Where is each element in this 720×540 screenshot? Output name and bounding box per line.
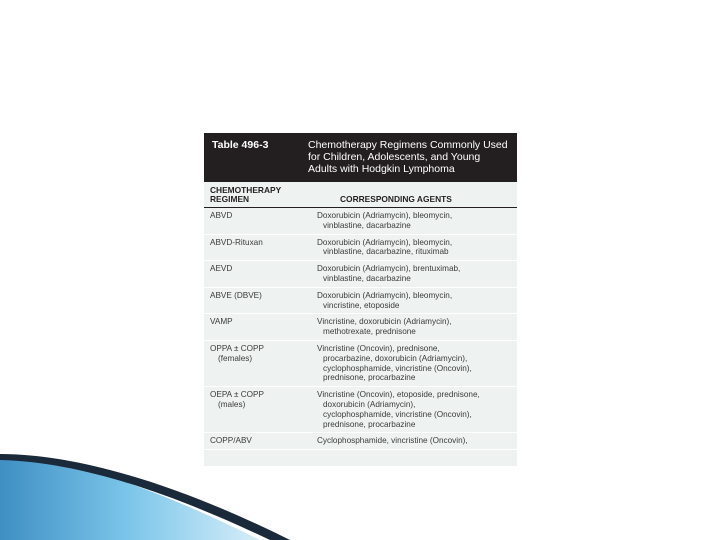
regimen-name: ABVE (DBVE) <box>210 290 262 300</box>
agents-cell <box>316 238 517 258</box>
agent-line: Doxorubicin (Adriamycin), brentuximab, <box>317 264 461 274</box>
agent-line: vincristine, etoposide <box>323 300 400 310</box>
regimen-cell <box>210 344 316 383</box>
table-number: Table 496-3 <box>212 139 269 151</box>
regimen-name: OEPA ± COPP <box>210 390 264 400</box>
agent-line: Vincristine (Oncovin), prednisone, <box>317 343 440 353</box>
header-regimen-line1: CHEMOTHERAPY <box>210 185 282 195</box>
agent-line: Doxorubicin (Adriamycin), bleomycin, <box>317 211 453 220</box>
agent-line: procarbazine, doxorubicin (Adriamycin), <box>323 353 468 363</box>
agents-cell <box>316 317 517 337</box>
table-row <box>204 433 517 450</box>
table-row <box>204 314 517 341</box>
table-row <box>204 341 517 387</box>
agent-line: doxorubicin (Adriamycin), <box>323 399 416 409</box>
regimen-name: AEVD <box>210 264 233 274</box>
agents-cell <box>316 291 517 311</box>
table-row <box>204 288 517 315</box>
regimen-cell <box>210 317 316 337</box>
regimen-cell <box>210 436 316 446</box>
table-title-bar <box>204 133 517 182</box>
table-row <box>204 261 517 288</box>
regimen-name: ABVD-Rituxan <box>210 237 263 247</box>
agent-line: methotrexate, prednisone <box>323 327 416 337</box>
table-row <box>204 387 517 433</box>
header-regimen <box>210 186 316 207</box>
regimen-cell <box>210 238 316 258</box>
regimen-cell <box>210 390 316 429</box>
agent-line: cyclophosphamide, vincristine (Oncovin), <box>323 409 472 419</box>
agent-line: prednisone, procarbazine <box>323 373 416 383</box>
header-agents: CORRESPONDING AGENTS <box>340 194 452 204</box>
agents-cell <box>316 436 517 446</box>
table-row <box>204 235 517 262</box>
regimen-qualifier: (females) <box>218 353 253 363</box>
regimen-qualifier: (males) <box>218 399 246 409</box>
agent-line: cyclophosphamide, vincristine (Oncovin), <box>323 363 472 373</box>
agent-line: Vincristine (Oncovin), etoposide, prednisone, <box>317 390 480 400</box>
agent-line: Doxorubicin (Adriamycin), bleomycin, <box>317 237 453 247</box>
regimen-name: VAMP <box>210 317 233 327</box>
agents-cell <box>316 344 517 383</box>
header-regimen-line2: REGIMEN <box>210 194 250 204</box>
agent-line: vinblastine, dacarbazine, rituximab <box>323 247 449 257</box>
table-body <box>204 208 517 450</box>
regimen-cell <box>210 211 316 231</box>
regimen-name: COPP/ABV <box>210 436 252 446</box>
regimen-cell <box>210 264 316 284</box>
agent-line: vinblastine, dacarbazine <box>323 220 411 230</box>
agent-line: Doxorubicin (Adriamycin), bleomycin, <box>317 290 453 300</box>
table-row <box>204 208 517 235</box>
agent-line: vinblastine, dacarbazine <box>323 273 411 283</box>
table-caption: Chemotherapy Regimens Commonly Used for Children, Adolescents, and Young Adults with Hodgkin Lymphoma <box>308 139 508 175</box>
table-header-row <box>204 182 517 208</box>
chemotherapy-regimens-table <box>204 133 517 466</box>
agent-line: prednisone, procarbazine <box>323 419 416 429</box>
agents-cell <box>316 264 517 284</box>
regimen-name: ABVD <box>210 211 233 220</box>
agent-line: Vincristine, doxorubicin (Adriamycin), <box>317 317 452 327</box>
agent-line: Cyclophosphamide, vincristine (Oncovin), <box>317 436 468 446</box>
agents-cell <box>316 390 517 429</box>
regimen-cell <box>210 291 316 311</box>
agents-cell <box>316 211 517 231</box>
regimen-name: OPPA ± COPP <box>210 343 264 353</box>
